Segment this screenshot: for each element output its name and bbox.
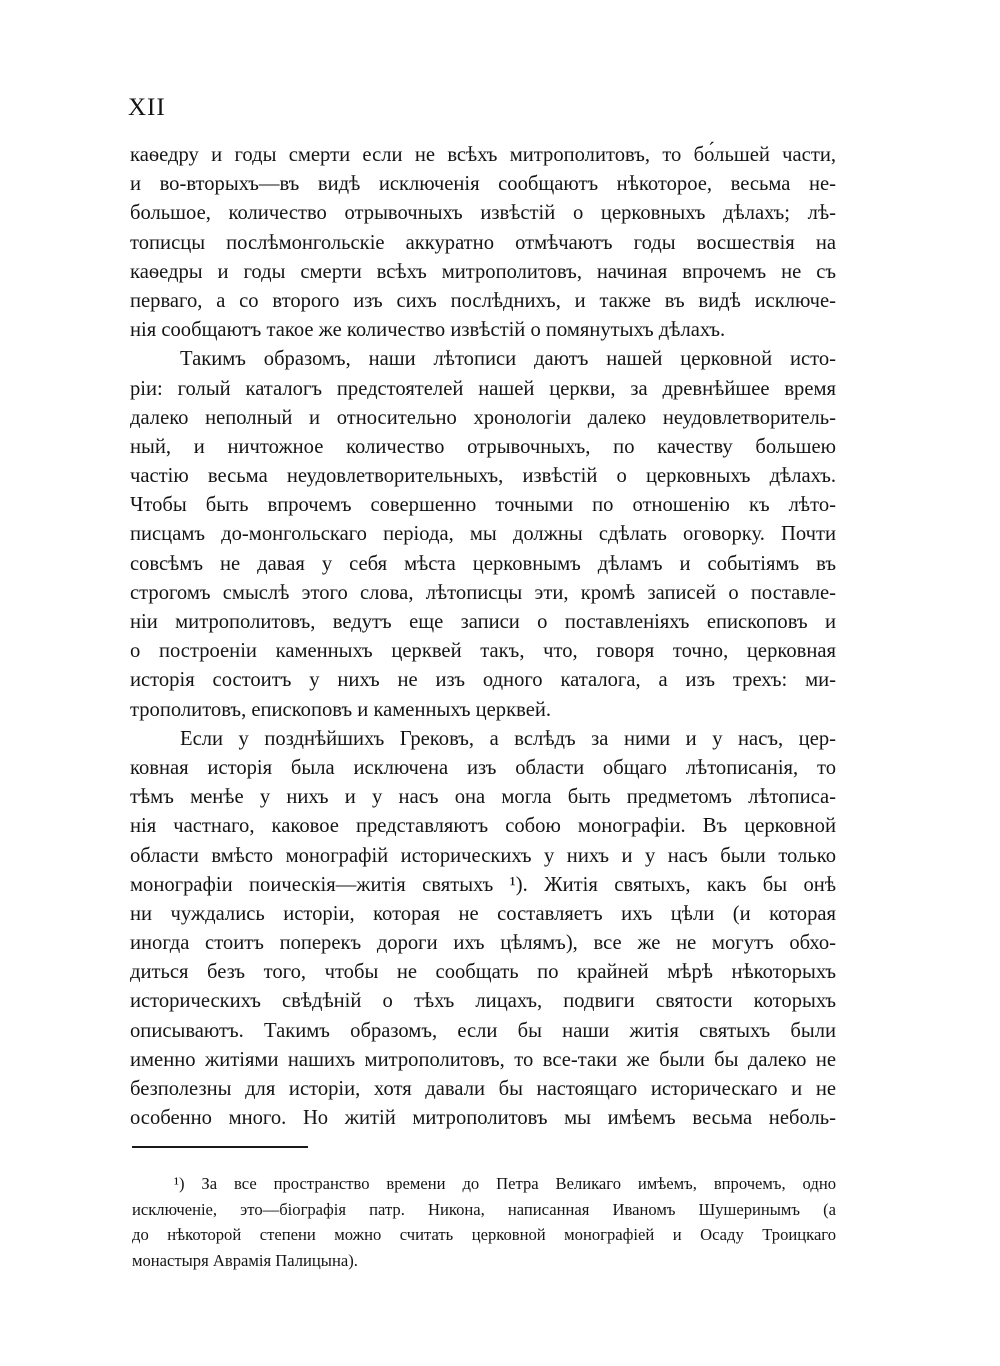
body-line: диться безъ того, чтобы не сообщать по крайней мѣрѣ нѣкоторыхъ (130, 961, 836, 984)
body-line: и во-вторыхъ—въ видѣ исключенія сообщаютъ нѣкоторое, весьма не- (130, 173, 836, 196)
body-line: ніи митрополитовъ, ведутъ еще записи о поставленіяхъ епископовъ и (130, 611, 836, 633)
body-line: описываютъ. Такимъ образомъ, если бы наши житія святыхъ были (130, 1019, 836, 1042)
body-line: ни чуждались исторіи, которая не составляетъ ихъ цѣли (и которая (130, 902, 836, 925)
body-line: монографіи поическія—житія святыхъ ¹). Житія святыхъ, какъ бы онѣ (130, 873, 836, 896)
paragraph-start-line: Если у позднѣйшихъ Грековъ, а вслѣдъ за ними и у насъ, цер- (180, 727, 836, 750)
body-line: о построеніи каменныхъ церквей такъ, что, говоря точно, церковная (130, 640, 836, 663)
footnote-divider (132, 1146, 308, 1148)
body-line: ріи: голый каталогъ предстоятелей нашей церкви, за древнѣйшее время (130, 377, 836, 400)
body-line: исторія состоитъ у нихъ не изъ одного каталога, а изъ трехъ: ми- (130, 669, 836, 692)
body-text (130, 141, 836, 1133)
body-line: области вмѣсто монографій историческихъ у нихъ и у насъ были только (130, 844, 836, 867)
body-line: каѳедру и годы смерти если не всѣхъ митрополитовъ, то бо́льшей части, (130, 144, 836, 166)
page-number: XII (128, 94, 166, 121)
body-line: частію весьма неудовлетворительныхъ, извѣстій о церковныхъ дѣлахъ. (130, 465, 836, 488)
footnote-line: ¹) За все пространство времени до Петра Великаго имѣемъ, впрочемъ, одно (174, 1174, 836, 1193)
body-line: иногда стоитъ поперекъ дороги ихъ цѣлямъ), все же не могутъ обхо- (130, 932, 836, 955)
body-line: историческихъ свѣдѣній о тѣхъ лицахъ, подвиги святости которыхъ (130, 990, 836, 1013)
body-line: трополитовъ, епископовъ и каменныхъ церквей. (130, 698, 552, 721)
body-line: ковная исторія была исключена изъ области общаго лѣтописанія, то (130, 756, 836, 779)
footnote-line: до нѣкоторой степени можно считать церковной монографіей и Осаду Троицкаго (132, 1225, 836, 1245)
footnote (132, 1171, 836, 1273)
footnote-line: исключеніе, это—біографія патр. Никона, написанная Иваномъ Шушеринымъ (а (132, 1199, 836, 1219)
body-line: писцамъ до-монгольскаго періода, мы должны сдѣлать оговорку. Почти (130, 523, 836, 546)
body-line: безполезны для исторіи, хотя давали бы настоящаго историческаго и не (130, 1078, 836, 1100)
body-line: особенно много. Но житій митрополитовъ мы имѣемъ весьма неболь- (130, 1107, 836, 1130)
paragraph-start-line: Такимъ образомъ, наши лѣтописи даютъ нашей церковной исто- (180, 348, 836, 371)
body-line: большое, количество отрывочныхъ извѣстій о церковныхъ дѣлахъ; лѣ- (130, 202, 836, 225)
body-line: тѣмъ менѣе у нихъ и у насъ она могла быть предметомъ лѣтописа- (130, 786, 836, 809)
body-line: нія сообщаютъ такое же количество извѣстій о помянутыхъ дѣлахъ. (130, 319, 726, 342)
footnote-line: монастыря Аврамія Палицына). (132, 1250, 358, 1270)
body-line: тописцы послѣмонгольскіе аккуратно отмѣчаютъ годы восшествія на (130, 231, 836, 254)
body-line: ный, и ничтожное количество отрывочныхъ, по качеству большею (130, 435, 836, 458)
body-line: далеко неполный и относительно хронологіи далеко неудовлетворитель- (130, 406, 836, 429)
body-line: каѳедры и годы смерти всѣхъ митрополитовъ, начиная впрочемъ не съ (130, 260, 836, 283)
body-line: перваго, а со второго изъ сихъ послѣднихъ, и также въ видѣ исключе- (130, 289, 836, 312)
body-line: совсѣмъ не давая у себя мѣста церковнымъ дѣламъ и событіямъ въ (130, 552, 836, 575)
body-line: нія частнаго, каковое представляютъ собою монографіи. Въ церковной (130, 815, 836, 838)
body-line: именно житіями нашихъ митрополитовъ, то все-таки же были бы далеко не (130, 1048, 836, 1071)
body-line: Чтобы быть впрочемъ совершенно точными по отношенію къ лѣто- (130, 494, 836, 517)
body-line: строгомъ смыслѣ этого слова, лѣтописцы эти, кромѣ записей о поставле- (130, 581, 836, 604)
